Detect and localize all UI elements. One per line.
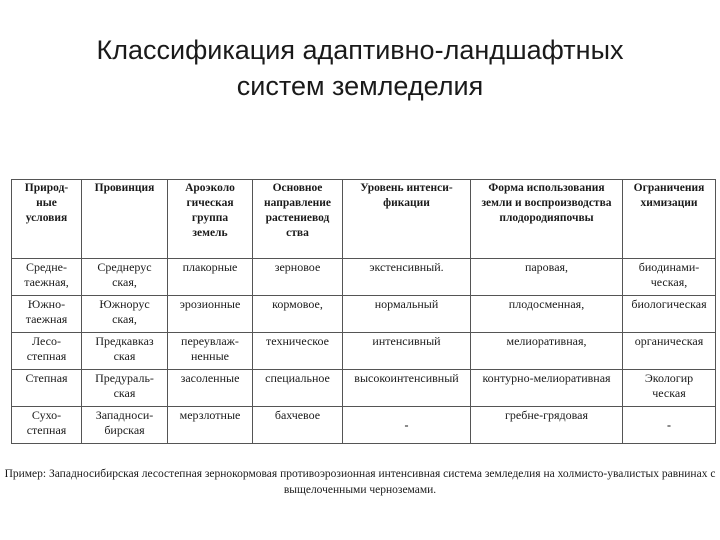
example-note [4,466,716,498]
header-cell: Природ- ные условия [12,180,82,259]
table-cell: Средне- таежная, [12,259,82,296]
table-header-row [12,180,716,259]
table-cell: - [623,407,716,444]
table-cell: Степная [12,370,82,407]
table-cell: Предураль- ская [82,370,168,407]
table-cell: засоленные [168,370,253,407]
classification-table [11,179,716,444]
table-cell: Западноси- бирская [82,407,168,444]
table-cell: контурно-мелиоративная [471,370,623,407]
table-cell: техническое [253,333,343,370]
table-cell: Южно- таежная [12,296,82,333]
table-cell: плодосменная, [471,296,623,333]
slide-title [0,32,720,104]
table-cell: интенсивный [343,333,471,370]
table-cell: бахчевое [253,407,343,444]
table-row [12,370,716,407]
header-cell: Ограничения химизации [623,180,716,259]
header-cell: Провинция [82,180,168,259]
table-cell: высокоинтенсивный [343,370,471,407]
table-cell: Лесо- степная [12,333,82,370]
table-row [12,333,716,370]
table-cell: Экологир ческая [623,370,716,407]
table-row [12,259,716,296]
table-cell: гребне-грядовая [471,407,623,444]
table-cell: паровая, [471,259,623,296]
table-cell: Среднерус ская, [82,259,168,296]
note-line-1: Пример: Западносибирская лесостепная зернокормовая противоэрозионная интенсивная система земледелия на холмисто-увалистых равнинах с [4,468,716,480]
table-cell: органическая [623,333,716,370]
table-cell: Сухо- степная [12,407,82,444]
table-cell: экстенсивный. [343,259,471,296]
table-cell: плакорные [168,259,253,296]
title-line-1: Классификация адаптивно-ландшафтных [96,35,624,65]
table-cell: специальное [253,370,343,407]
table-cell: нормальный [343,296,471,333]
table-cell: эрозионные [168,296,253,333]
table-cell: - [343,407,471,444]
classification-table-container [11,179,715,444]
header-cell: Ароэколо гическая группа земель [168,180,253,259]
table-cell: переувлаж- ненные [168,333,253,370]
table-cell: мерзлотные [168,407,253,444]
table-cell: Предкавказ ская [82,333,168,370]
table-cell: биодинами- ческая, [623,259,716,296]
table-cell: зерновое [253,259,343,296]
table-row [12,296,716,333]
table-cell: биологическая [623,296,716,333]
header-cell: Уровень интенси- фикации [343,180,471,259]
table-cell: кормовое, [253,296,343,333]
title-line-2: систем земледелия [236,71,484,101]
header-cell: Основное направление растениевод ства [253,180,343,259]
table-row [12,407,716,444]
note-line-2: выщелоченными черноземами. [283,484,437,496]
header-cell: Форма использования земли и воспроизводства плодородияпочвы [471,180,623,259]
table-cell: мелиоративная, [471,333,623,370]
table-cell: Южнорус ская, [82,296,168,333]
